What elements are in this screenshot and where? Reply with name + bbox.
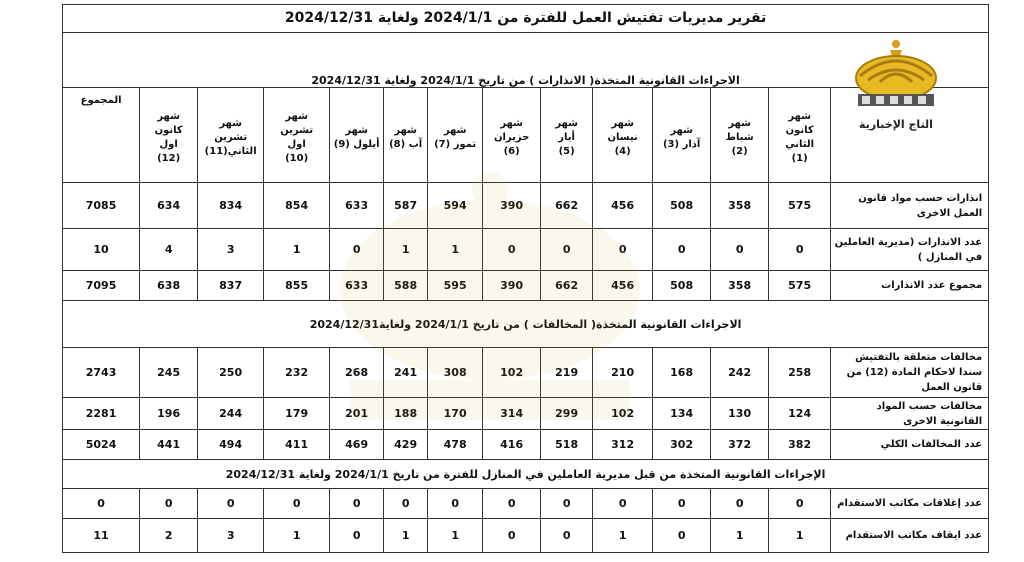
cell-month-2: 1	[711, 519, 769, 553]
cell-month-1: 382	[769, 430, 831, 460]
cell-month-9: 633	[330, 271, 384, 301]
row-label: مخالفات متعلقة بالتفتيش سندا لاحكام المادة (12) من قانون العمل	[831, 348, 989, 398]
month-header-line: تشرين	[280, 125, 314, 136]
month-header-9	[330, 88, 384, 183]
cell-month-4: 456	[593, 271, 653, 301]
violations-row-3	[63, 430, 989, 460]
cell-month-11: 3	[198, 519, 264, 553]
violations-row-1	[63, 348, 989, 398]
cell-month-5: 219	[541, 348, 593, 398]
cell-total: 10	[63, 229, 140, 271]
cell-month-3: 0	[653, 229, 711, 271]
month-header-line: (1)	[791, 153, 808, 164]
cell-month-10: 1	[264, 519, 330, 553]
cell-month-5: 518	[541, 430, 593, 460]
cell-total: 11	[63, 519, 140, 553]
row-label: مجموع عدد الانذارات	[831, 271, 989, 301]
cell-month-5: 0	[541, 229, 593, 271]
month-header-11	[198, 88, 264, 183]
month-header-line: كانون	[154, 125, 183, 136]
cell-month-10: 411	[264, 430, 330, 460]
month-header-4	[593, 88, 653, 183]
month-header-10	[264, 88, 330, 183]
cell-month-7: 170	[428, 398, 483, 430]
cell-month-7: 0	[428, 489, 483, 519]
cell-month-9: 0	[330, 519, 384, 553]
cell-month-11: 837	[198, 271, 264, 301]
month-header-12	[140, 88, 198, 183]
section1-title: الاجراءات القانونية المتخذة( الانذارات ) من تاريخ 2024/1/1 ولغاية 2024/12/31	[63, 33, 989, 88]
cell-month-1: 0	[769, 229, 831, 271]
month-header-line: اول	[159, 139, 178, 150]
month-header-5	[541, 88, 593, 183]
violations-row-2	[63, 398, 989, 430]
cell-total: 5024	[63, 430, 140, 460]
crown-logo-icon	[850, 36, 942, 136]
cell-month-4: 0	[593, 489, 653, 519]
cell-month-7: 478	[428, 430, 483, 460]
cell-month-8: 241	[384, 348, 428, 398]
cell-total: 7085	[63, 183, 140, 229]
month-header-7	[428, 88, 483, 183]
cell-month-12: 2	[140, 519, 198, 553]
cell-month-11: 244	[198, 398, 264, 430]
cell-month-6: 102	[483, 348, 541, 398]
cell-month-5: 662	[541, 183, 593, 229]
warnings-row-2	[63, 229, 989, 271]
warnings-row-3	[63, 271, 989, 301]
cell-month-3: 508	[653, 183, 711, 229]
cell-month-7: 594	[428, 183, 483, 229]
month-header-line: شهر	[285, 111, 308, 122]
cell-month-8: 1	[384, 229, 428, 271]
month-header-line: شهر	[219, 118, 242, 129]
cell-month-1: 124	[769, 398, 831, 430]
row-label: عدد المخالفات الكلي	[831, 430, 989, 460]
cell-month-10: 1	[264, 229, 330, 271]
row-label: عدد الانذارات (مديرية العاملين في المنازل )	[831, 229, 989, 271]
cell-month-6: 0	[483, 489, 541, 519]
month-header-line: اول	[287, 139, 306, 150]
month-header-line: (6)	[503, 146, 520, 157]
cell-month-3: 0	[653, 519, 711, 553]
month-header-line: كانون	[785, 125, 814, 136]
month-header-line: (5)	[558, 146, 575, 157]
cell-month-10: 855	[264, 271, 330, 301]
cell-total: 2281	[63, 398, 140, 430]
cell-month-12: 0	[140, 489, 198, 519]
cell-month-5: 299	[541, 398, 593, 430]
cell-month-9: 0	[330, 489, 384, 519]
cell-month-1: 575	[769, 271, 831, 301]
cell-month-10: 232	[264, 348, 330, 398]
cell-month-6: 0	[483, 229, 541, 271]
row-label: مخالفات حسب المواد القانونية الاخرى	[831, 398, 989, 430]
cell-month-8: 0	[384, 489, 428, 519]
month-header-line: شهر	[443, 125, 467, 136]
cell-month-11: 250	[198, 348, 264, 398]
month-header-line: نيسان	[607, 132, 638, 143]
cell-month-9: 268	[330, 348, 384, 398]
month-header-line: تموز (7)	[434, 139, 477, 150]
cell-month-2: 372	[711, 430, 769, 460]
cell-month-1: 575	[769, 183, 831, 229]
cell-month-7: 595	[428, 271, 483, 301]
month-header-line: (2)	[731, 146, 748, 157]
cell-month-4: 1	[593, 519, 653, 553]
cell-month-6: 390	[483, 183, 541, 229]
warnings-row-1	[63, 183, 989, 229]
month-header-line: شهر	[611, 118, 634, 129]
cell-month-8: 588	[384, 271, 428, 301]
month-header-line: أيار	[558, 132, 575, 143]
cell-month-3: 0	[653, 489, 711, 519]
cell-month-10: 854	[264, 183, 330, 229]
month-header-line: شهر	[394, 125, 417, 136]
month-header-line: شباط	[725, 132, 754, 143]
cell-month-7: 308	[428, 348, 483, 398]
cell-month-11: 3	[198, 229, 264, 271]
month-header-line: آب (8)	[389, 139, 423, 150]
cell-month-3: 134	[653, 398, 711, 430]
month-header-line: شهر	[670, 125, 693, 136]
cell-month-12: 634	[140, 183, 198, 229]
cell-month-9: 469	[330, 430, 384, 460]
month-header-2	[711, 88, 769, 183]
logo-text: التاج الإخبارية	[859, 118, 933, 131]
month-header-line: شهر	[555, 118, 578, 129]
cell-month-11: 834	[198, 183, 264, 229]
cell-month-12: 441	[140, 430, 198, 460]
cell-month-3: 168	[653, 348, 711, 398]
month-header-line: آذار (3)	[662, 139, 701, 150]
cell-month-6: 390	[483, 271, 541, 301]
cell-month-11: 494	[198, 430, 264, 460]
domestic-row-1	[63, 489, 989, 519]
cell-month-9: 633	[330, 183, 384, 229]
month-header-line: الثاني	[785, 139, 815, 150]
cell-month-12: 196	[140, 398, 198, 430]
section2-title: الاجراءات القانونية المتخذة( المخالفات ) من تاريخ 2024/1/1 ولغاية2024/12/31	[63, 301, 989, 348]
cell-month-10: 179	[264, 398, 330, 430]
cell-month-8: 429	[384, 430, 428, 460]
cell-month-5: 662	[541, 271, 593, 301]
cell-month-12: 245	[140, 348, 198, 398]
cell-month-5: 0	[541, 489, 593, 519]
cell-month-12: 638	[140, 271, 198, 301]
cell-month-2: 130	[711, 398, 769, 430]
row-label: عدد إغلاقات مكاتب الاستقدام	[831, 489, 989, 519]
cell-month-7: 1	[428, 519, 483, 553]
month-header-line: شهر	[157, 111, 180, 122]
month-header-line: (10)	[285, 153, 309, 164]
cell-month-8: 1	[384, 519, 428, 553]
cell-total: 0	[63, 489, 140, 519]
month-header-line: أيلول (9)	[333, 139, 380, 150]
month-header-6	[483, 88, 541, 183]
cell-month-8: 188	[384, 398, 428, 430]
month-header-line: الثاني(11)	[204, 146, 257, 157]
cell-month-4: 312	[593, 430, 653, 460]
cell-month-6: 0	[483, 519, 541, 553]
cell-month-3: 508	[653, 271, 711, 301]
cell-month-4: 456	[593, 183, 653, 229]
row-label: عدد ايقاف مكاتب الاستقدام	[831, 519, 989, 553]
total-header: المجموع	[63, 88, 140, 183]
cell-month-4: 102	[593, 398, 653, 430]
cell-month-8: 587	[384, 183, 428, 229]
month-header-3	[653, 88, 711, 183]
cell-month-2: 0	[711, 489, 769, 519]
cell-month-5: 0	[541, 519, 593, 553]
month-header-8	[384, 88, 428, 183]
month-header-1	[769, 88, 831, 183]
cell-month-11: 0	[198, 489, 264, 519]
cell-month-9: 201	[330, 398, 384, 430]
cell-month-2: 358	[711, 271, 769, 301]
report-sheet	[62, 4, 983, 553]
cell-month-10: 0	[264, 489, 330, 519]
report-title: تقرير مديريات تفتيش العمل للفترة من 2024/1/1 ولغاية 2024/12/31	[63, 5, 989, 33]
cell-month-9: 0	[330, 229, 384, 271]
cell-total: 2743	[63, 348, 140, 398]
cell-month-1: 258	[769, 348, 831, 398]
cell-month-2: 0	[711, 229, 769, 271]
cell-month-4: 210	[593, 348, 653, 398]
cell-month-7: 1	[428, 229, 483, 271]
month-header-line: شهر	[728, 118, 751, 129]
cell-month-4: 0	[593, 229, 653, 271]
cell-month-12: 4	[140, 229, 198, 271]
month-header-line: (4)	[614, 146, 631, 157]
cell-month-2: 358	[711, 183, 769, 229]
cell-month-1: 0	[769, 489, 831, 519]
month-header-line: (12)	[157, 153, 181, 164]
cell-month-1: 1	[769, 519, 831, 553]
row-label: انذارات حسب مواد قانون العمل الاخرى	[831, 183, 989, 229]
month-header-line: حزيران	[493, 132, 530, 143]
month-header-line: شهر	[500, 118, 523, 129]
cell-month-2: 242	[711, 348, 769, 398]
cell-month-6: 314	[483, 398, 541, 430]
month-header-line: شهر	[345, 125, 368, 136]
cell-total: 7095	[63, 271, 140, 301]
month-header-line: تشرين	[214, 132, 248, 143]
section3-title: الإجراءات القانونية المتخذة من قبل مديرية العاملين في المنازل للفترة من تاريخ 2024/1/1 ولغاية 2024/12/31	[63, 460, 989, 489]
domestic-row-2	[63, 519, 989, 553]
month-header-line: شهر	[788, 111, 811, 122]
cell-month-3: 302	[653, 430, 711, 460]
cell-month-6: 416	[483, 430, 541, 460]
